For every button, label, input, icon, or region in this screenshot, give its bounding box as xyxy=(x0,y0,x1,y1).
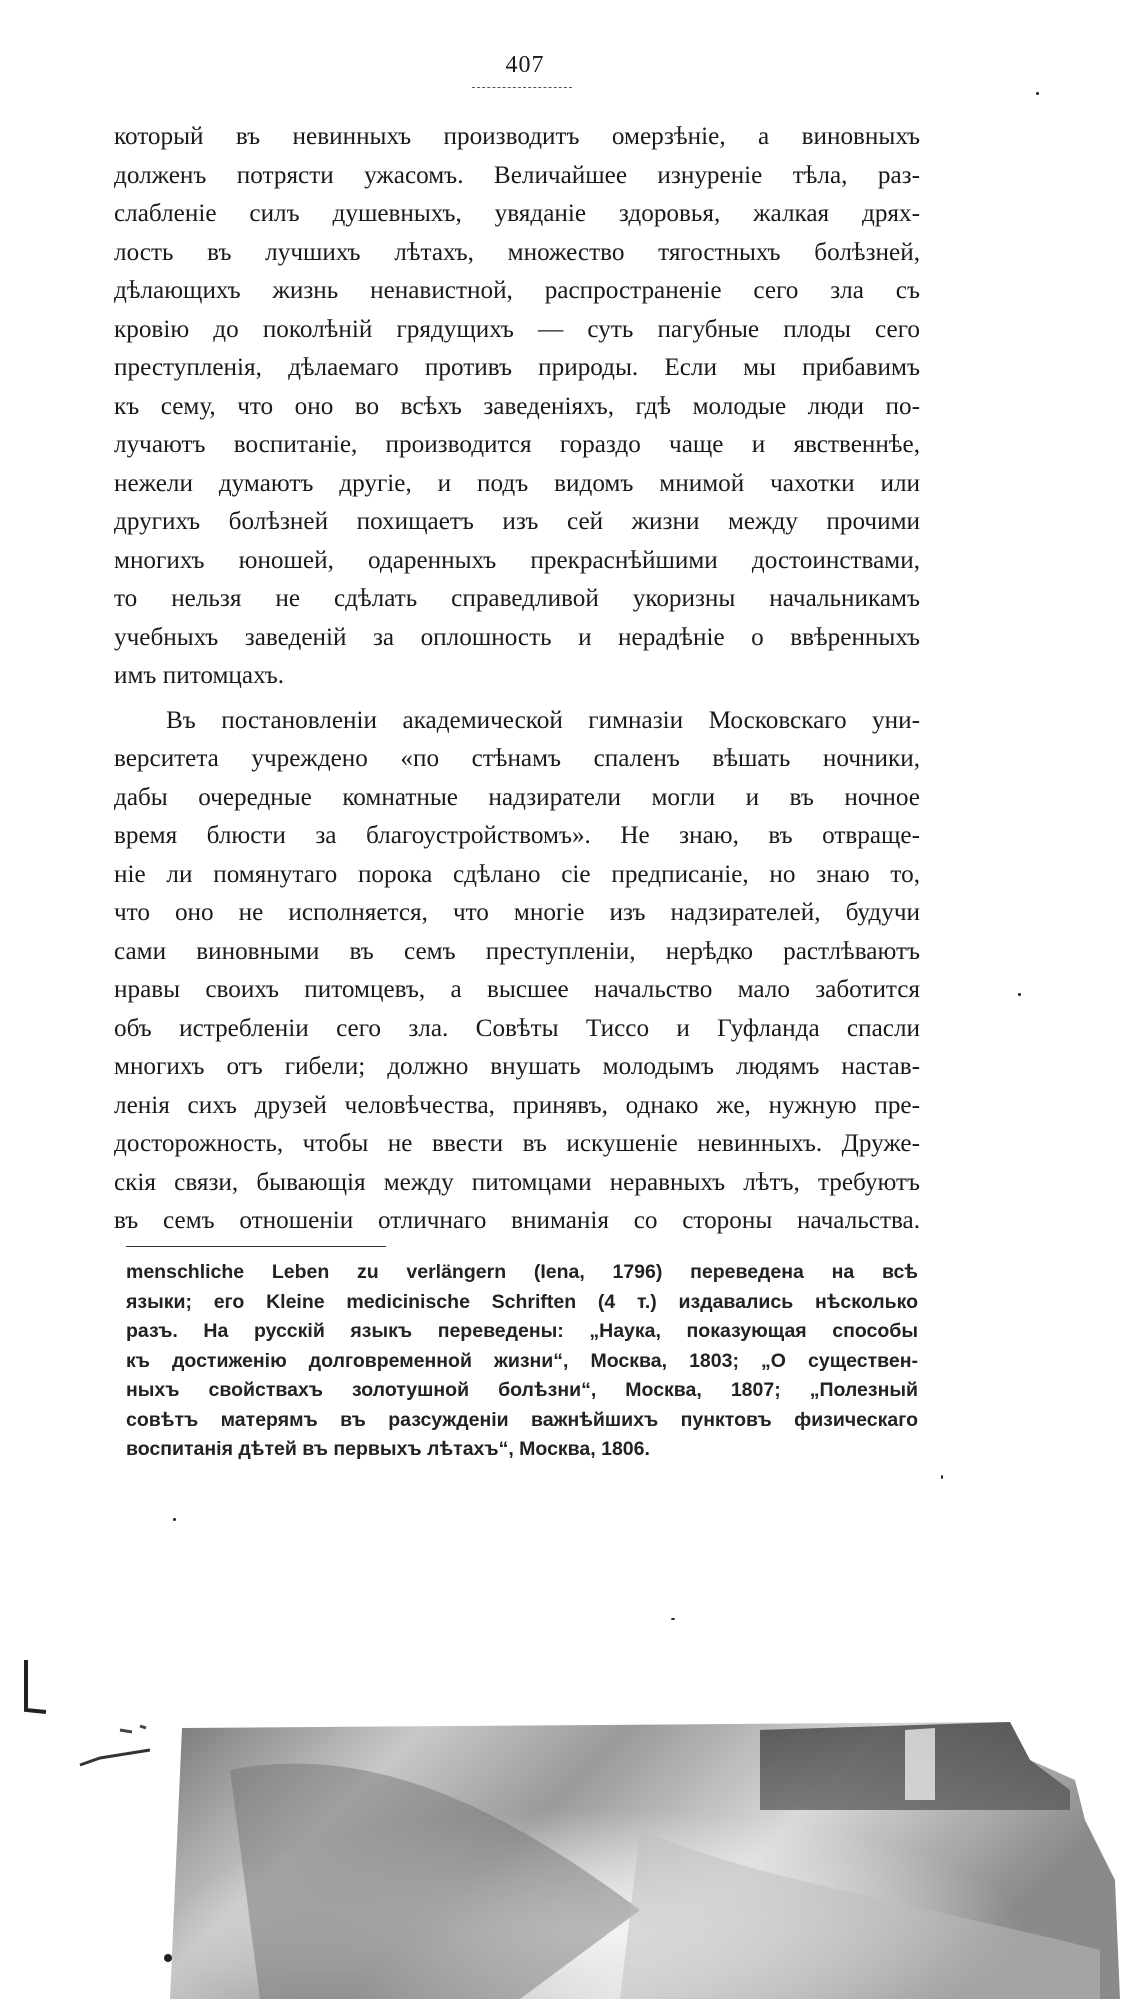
scan-artifact xyxy=(0,1650,1140,1999)
text-line: верситета учреждено «по стѣнамъ спаленъ вѣшать ночники, xyxy=(114,745,920,772)
page-number: 407 xyxy=(505,52,545,78)
footnote xyxy=(126,1258,918,1465)
text-line: многихъ юношей, одаренныхъ прекраснѣйшими достоинствами, xyxy=(114,546,920,574)
text-line: досторожность, чтобы не ввести въ искушеніе невинныхъ. Друже- xyxy=(114,1130,920,1157)
text-line: ніе ли помянутаго порока сдѣлано сіе предписаніе, но знаю то, xyxy=(114,860,920,888)
text-line: лость въ лучшихъ лѣтахъ, множество тягостныхъ болѣзней, xyxy=(114,238,920,266)
text-line: Въ постановленіи академической гимназіи Московскаго уни- xyxy=(166,706,920,734)
footnote-line: ныхъ свойствахъ золотушной болѣзни“, Москва, 1807; „Полезный xyxy=(126,1379,918,1401)
text-line: слабленіе силъ душевныхъ, увяданіе здоровья, жалкая дрях- xyxy=(114,200,920,227)
text-line: что оно не исполняется, что многіе изъ надзирателей, будучи xyxy=(114,899,920,926)
scan-speck xyxy=(1036,92,1039,95)
text-line: учебныхъ заведеній за оплошность и нерадѣніе о ввѣренныхъ xyxy=(114,623,920,651)
paragraph-1 xyxy=(114,118,920,696)
footnote-line: разъ. На русскій языкъ переведены: „Наука, показующая способы xyxy=(126,1320,918,1342)
footnote-line: совѣтъ матерямъ въ разсужденіи важнѣйшихъ пунктовъ физическаго xyxy=(126,1408,918,1431)
text-line: который въ невинныхъ производитъ омерзѣніе, а виновныхъ xyxy=(114,123,920,150)
text-line: объ истребленіи сего зла. Совѣты Тиссо и Гуфланда спасли xyxy=(114,1014,920,1042)
text-line: сами виновными въ семъ преступленіи, нерѣдко растлѣваютъ xyxy=(114,937,920,965)
text-line: долженъ потрясти ужасомъ. Величайшее изнуреніе тѣла, раз- xyxy=(114,161,920,189)
scan-speck xyxy=(173,1518,176,1521)
text-line: въ семъ отношеніи отличнаго вниманія со стороны начальства. xyxy=(114,1207,920,1234)
text-line: лучаютъ воспитаніе, производится гораздо чаще и явственнѣе, xyxy=(114,431,920,458)
text-line: дѣлающихъ жизнь ненавистной, распространеніе сего зла съ xyxy=(114,277,920,304)
scan-speck xyxy=(671,1618,675,1620)
main-text xyxy=(114,118,920,1241)
footnote-line: къ достиженію долговременной жизни“, Москва, 1803; „О существен- xyxy=(126,1349,918,1372)
text-line: скія связи, бывающія между питомцами неравныхъ лѣтъ, требуютъ xyxy=(114,1168,920,1196)
text-line: нравы своихъ питомцевъ, а высшее начальство мало заботится xyxy=(114,976,920,1003)
text-line: преступленія, дѣлаемаго противъ природы. Если мы прибавимъ xyxy=(114,354,920,381)
footnote-line: воспитанія дѣтей въ первыхъ лѣтахъ“, Москва, 1806. xyxy=(126,1438,650,1460)
footnote-divider xyxy=(126,1246,386,1247)
text-line: другихъ болѣзней похищаетъ изъ сей жизни между прочими xyxy=(114,508,920,535)
text-line: многихъ отъ гибели; должно внушать молодымъ людямъ настав- xyxy=(114,1053,920,1080)
text-line: нежели думаютъ другіе, и подъ видомъ мнимой чахотки или xyxy=(114,469,920,497)
text-line: къ сему, что оно во всѣхъ заведеніяхъ, гдѣ молодые люди по- xyxy=(114,392,920,420)
text-line: имъ питомцахъ. xyxy=(114,662,285,689)
scan-speck xyxy=(1018,993,1021,996)
text-line: то нельзя не сдѣлать справедливой укоризны начальникамъ xyxy=(114,585,920,612)
text-line: кровію до поколѣній грядущихъ — суть пагубные плоды сего xyxy=(114,315,920,343)
paragraph-2 xyxy=(114,702,920,1241)
text-line: ленія сихъ друзей человѣчества, принявъ, однако же, нужную пре- xyxy=(114,1091,920,1119)
footnote-line: menschliche Leben zu verlängern (Iena, 1796) переведена на всѣ xyxy=(126,1261,918,1283)
footnote-line: языки; его Kleine medicinische Schriften (4 т.) издавались нѣсколько xyxy=(126,1290,918,1313)
page-number-rule xyxy=(472,87,572,88)
text-line: время блюсти за благоустройствомъ». Не знаю, въ отвраще- xyxy=(114,822,920,849)
text-line: дабы очередные комнатные надзиратели могли и въ ночное xyxy=(114,783,920,811)
scan-speck xyxy=(941,1475,943,1479)
